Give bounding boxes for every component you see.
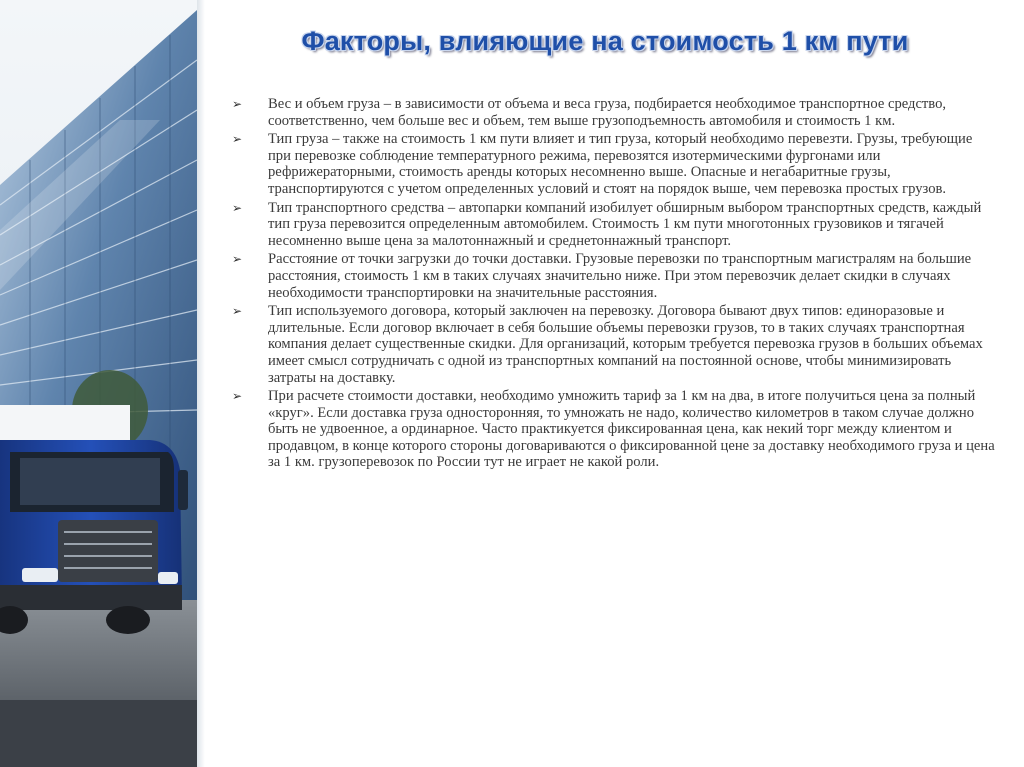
slide-title: Факторы, влияющие на стоимость 1 км пути xyxy=(301,26,909,56)
bullet-item xyxy=(230,131,995,197)
bullet-list xyxy=(230,96,995,473)
photo-edge-fade xyxy=(197,0,205,767)
bullet-item xyxy=(230,388,995,471)
bullet-text: При расчете стоимости доставки, необходимо умножить тариф за 1 км на два, в итоге получиться цена за полный «круг». Если доставка груза односторонняя, то умножать не надо, количество километров в таком случае должно быть не удвоенное, а ординарное. Часто практикуется фиксированная цена, как некий торг между клиентом и продавцом, в конце которого стороны договариваются о фиксированной цене за доставку необходимого груза и цена за 1 км. грузоперевозок по России тут не играет не какой роли. xyxy=(268,388,995,471)
arrow-bullet-icon: ➢ xyxy=(232,132,243,147)
arrow-bullet-icon: ➢ xyxy=(232,252,243,267)
arrow-bullet-icon: ➢ xyxy=(232,97,243,111)
bullet-text: Тип транспортного средства – автопарки компаний изобилует обширным выбором транспортных средств, каждый тип груза перевозится определенным автомобилем. Стоимость 1 км пути многотонных грузовиков и тягачей несомненно выше цена за малотоннажный и среднетоннажный транспорт. xyxy=(268,199,982,249)
bullet-item xyxy=(230,303,995,386)
arrow-bullet-icon: ➢ xyxy=(232,200,243,215)
bullet-text: Тип используемого договора, который заключен на перевозку. Договора бывают двух типов: единоразовые и длительные. Если договор включает в себя большие объемы перевозки грузов, то в таких случаях транспортная компания делает существенные скидки. Для организаций, которым требуется перевозка грузов в больших объемах имеет смысл сотрудничать с одной из транспортных компаний на постоянной основе, чтобы минимизировать затраты на доставку. xyxy=(268,303,983,386)
bullet-item xyxy=(230,200,995,250)
bullet-item xyxy=(230,96,995,129)
photo-illustration xyxy=(0,0,197,767)
bullet-text: Тип груза – также на стоимость 1 км пути влияет и тип груза, который необходимо перевезти. Грузы, требующие при перевозке соблюдение температурного режима, перевозятся изотермическими фургонами или рефрижераторными, стоимость аренды которых несомненно выше. Опасные и негабаритные грузы, транспортируются с учетом определенных условий и стоят на порядок выше, чем перевозка простых грузов. xyxy=(268,131,973,197)
truck-building-photo xyxy=(0,0,197,767)
arrow-bullet-icon: ➢ xyxy=(232,389,243,404)
arrow-bullet-icon: ➢ xyxy=(232,304,243,319)
bullet-text: Расстояние от точки загрузки до точки доставки. Грузовые перевозки по транспортным магистралям на большие расстояния, стоимость 1 км в таких случаях значительно ниже. При этом перевозчик делает скидки в случаях необходимости транспортировки на значительные расстояния. xyxy=(268,251,972,301)
bullet-item xyxy=(230,251,995,301)
bullet-text: Вес и объем груза – в зависимости от объема и веса груза, подбирается необходимое транспортное средство, соответственно, чем больше вес и объем, тем выше грузоподъемность автомобиля и стоимость 1 км. xyxy=(268,96,947,129)
